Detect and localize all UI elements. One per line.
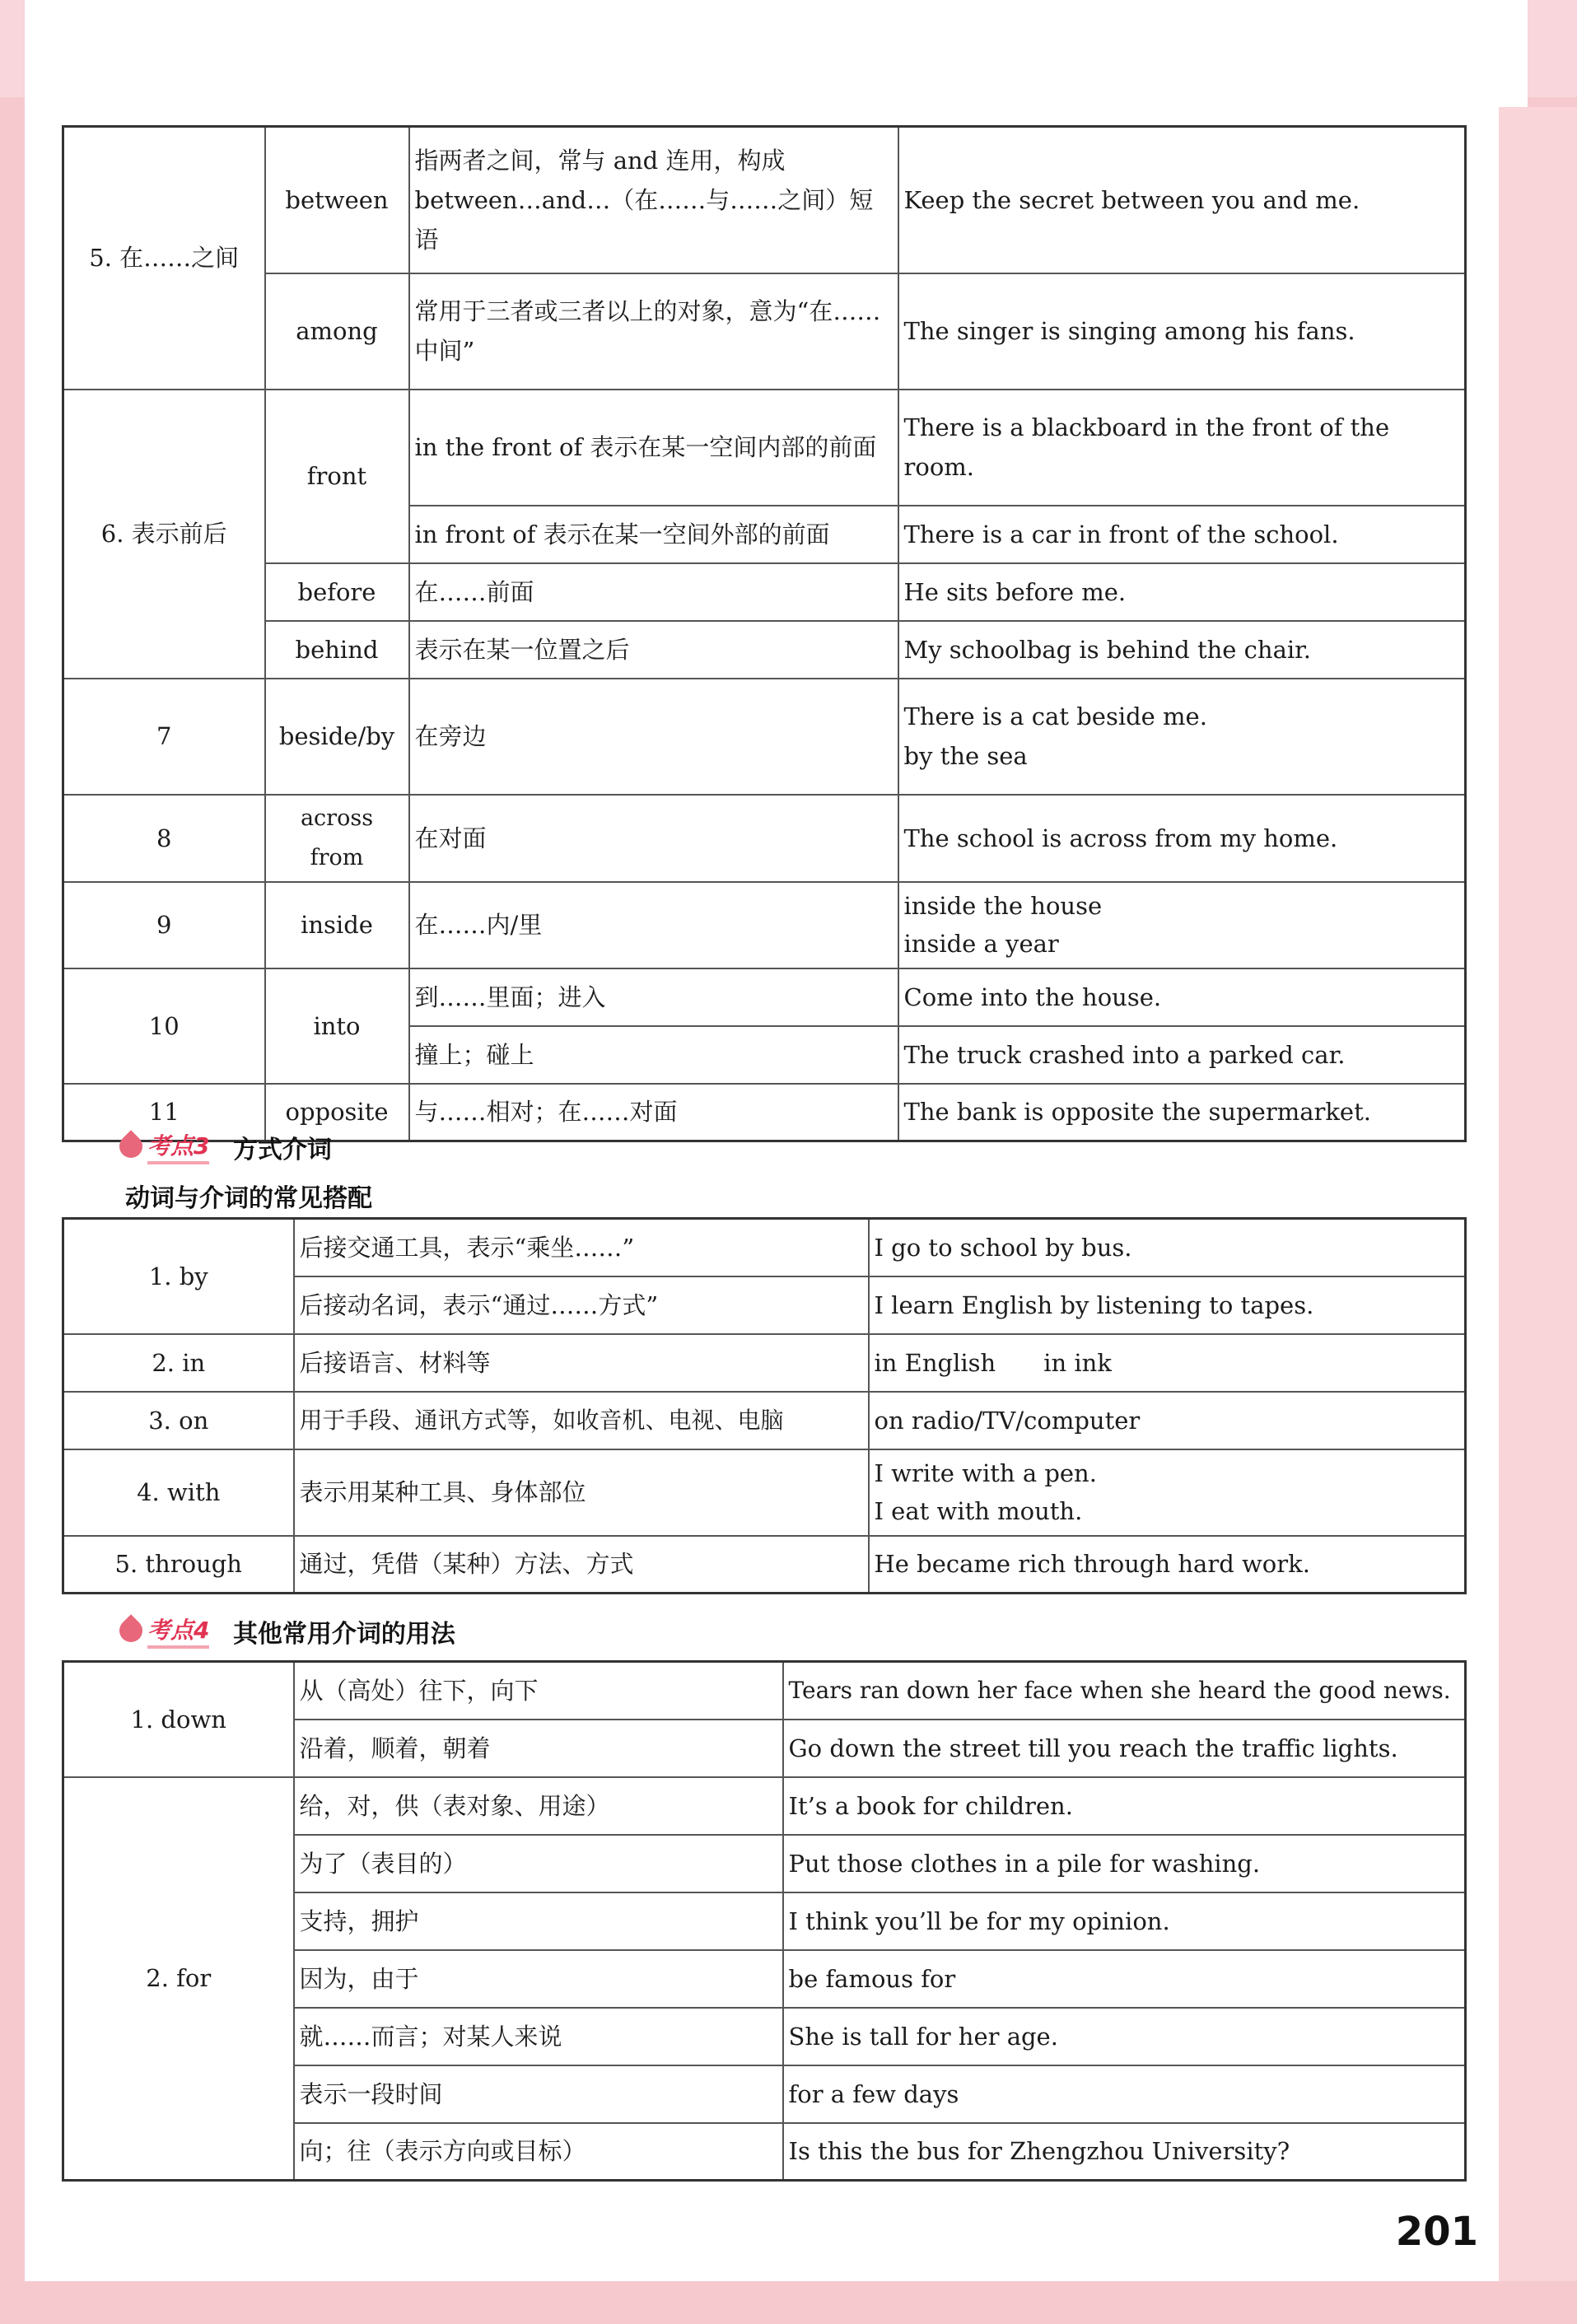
example-cell: be famous for bbox=[783, 1950, 1466, 2008]
preposition-cell: into bbox=[265, 968, 409, 1084]
example-cell: I learn English by listening to tapes. bbox=[869, 1276, 1466, 1334]
kaodian-badge bbox=[119, 1612, 209, 1649]
example-cell: The truck crashed into a parked car. bbox=[898, 1026, 1466, 1084]
usage-cell: 后接动名词，表示“通过……方式” bbox=[294, 1276, 869, 1334]
preposition-cell: among bbox=[265, 273, 409, 390]
preposition-cell: beside/by bbox=[265, 679, 409, 795]
category-cell: 9 bbox=[63, 882, 265, 968]
table-row bbox=[63, 679, 1466, 795]
usage-cell: 支持，拥护 bbox=[294, 1892, 783, 1950]
example-cell: Go down the street till you reach the traffic lights. bbox=[783, 1720, 1466, 1777]
meaning-cell: 常用于三者或三者以上的对象，意为“在……中间” bbox=[409, 273, 898, 390]
right-margin-band bbox=[1499, 107, 1577, 2281]
table-row bbox=[63, 1777, 1466, 1835]
example-cell: The singer is singing among his fans. bbox=[898, 273, 1466, 390]
preposition-cell: 5. through bbox=[63, 1536, 294, 1594]
kaodian-badge bbox=[119, 1128, 209, 1164]
example-line: inside the house bbox=[903, 892, 1103, 920]
usage-cell: 表示用某种工具、身体部位 bbox=[294, 1449, 869, 1536]
section-title: 其他常用介词的用法 bbox=[232, 1620, 455, 1649]
example-cell: There is a car in front of the school. bbox=[898, 506, 1466, 563]
other-prepositions-table bbox=[62, 1660, 1467, 2182]
kaodian-label: 考点4 bbox=[147, 1612, 209, 1649]
usage-cell: 给，对，供（表对象、用途） bbox=[294, 1777, 783, 1835]
table-row bbox=[63, 1392, 1466, 1449]
meaning-cell: 在……内/里 bbox=[409, 882, 898, 968]
example-cell: on radio/TV/computer bbox=[869, 1392, 1466, 1449]
meaning-cell: in the front of 表示在某一空间内部的前面 bbox=[409, 390, 898, 506]
category-cell: 7 bbox=[63, 679, 265, 795]
usage-cell: 用于手段、通讯方式等，如收音机、电视、电脑 bbox=[294, 1392, 869, 1449]
example-cell: Come into the house. bbox=[898, 968, 1466, 1026]
table-row bbox=[63, 795, 1466, 882]
example-cell: for a few days bbox=[783, 2065, 1466, 2123]
example-cell: in English in ink bbox=[869, 1334, 1466, 1392]
usage-cell: 为了（表目的） bbox=[294, 1835, 783, 1892]
preposition-cell: 1. down bbox=[63, 1662, 294, 1777]
drop-icon bbox=[114, 1130, 147, 1163]
example-cell: My schoolbag is behind the chair. bbox=[898, 621, 1466, 679]
example-cell: It’s a book for children. bbox=[783, 1777, 1466, 1835]
example-cell: The school is across from my home. bbox=[898, 795, 1466, 882]
table-row bbox=[63, 390, 1466, 506]
section-title: 方式介词 bbox=[232, 1136, 332, 1164]
meaning-cell: 与……相对；在……对面 bbox=[409, 1084, 898, 1141]
meaning-cell: 在对面 bbox=[409, 795, 898, 882]
preposition-cell: 2. in bbox=[63, 1334, 294, 1392]
preposition-cell: across from bbox=[265, 795, 409, 882]
page-number: 201 bbox=[1395, 2209, 1478, 2255]
preposition-cell: 1. by bbox=[63, 1219, 294, 1334]
table-row bbox=[63, 1219, 1466, 1276]
preposition-cell: behind bbox=[265, 621, 409, 679]
position-prepositions-table bbox=[62, 125, 1467, 1142]
example-cell: The bank is opposite the supermarket. bbox=[898, 1084, 1466, 1141]
example-cell: He sits before me. bbox=[898, 563, 1466, 621]
meaning-cell: 在旁边 bbox=[409, 679, 898, 795]
table-row bbox=[63, 1334, 1466, 1392]
usage-cell: 通过，凭借（某种）方法、方式 bbox=[294, 1536, 869, 1594]
example-cell: I think you’ll be for my opinion. bbox=[783, 1892, 1466, 1950]
table-row bbox=[63, 1662, 1466, 1720]
category-cell: 6. 表示前后 bbox=[63, 390, 265, 679]
example-cell bbox=[898, 679, 1466, 795]
table-row bbox=[63, 1536, 1466, 1594]
example-cell: Keep the secret between you and me. bbox=[898, 127, 1466, 273]
preposition-cell: 3. on bbox=[63, 1392, 294, 1449]
example-cell bbox=[869, 1449, 1466, 1536]
example-line: I eat with mouth. bbox=[874, 1497, 1083, 1525]
meaning-cell: in front of 表示在某一空间外部的前面 bbox=[409, 506, 898, 563]
table-row bbox=[63, 127, 1466, 273]
usage-cell: 从（高处）往下，向下 bbox=[294, 1662, 783, 1720]
preposition-cell: inside bbox=[265, 882, 409, 968]
table-row bbox=[63, 968, 1466, 1026]
table-row bbox=[63, 273, 1466, 390]
preposition-cell: between bbox=[265, 127, 409, 273]
preposition-cell: opposite bbox=[265, 1084, 409, 1141]
example-line: I write with a pen. bbox=[874, 1459, 1097, 1487]
usage-cell: 因为，由于 bbox=[294, 1950, 783, 2008]
example-cell: Is this the bus for Zhengzhou University? bbox=[783, 2123, 1466, 2181]
category-cell: 11 bbox=[63, 1084, 265, 1141]
meaning-cell: 到……里面；进入 bbox=[409, 968, 898, 1026]
usage-cell: 表示一段时间 bbox=[294, 2065, 783, 2123]
table-row bbox=[63, 563, 1466, 621]
example-cell: She is tall for her age. bbox=[783, 2008, 1466, 2065]
preposition-cell: 4. with bbox=[63, 1449, 294, 1536]
meaning-cell: 表示在某一位置之后 bbox=[409, 621, 898, 679]
example-cell: Put those clothes in a pile for washing. bbox=[783, 1835, 1466, 1892]
usage-cell: 沿着，顺着，朝着 bbox=[294, 1720, 783, 1777]
table-row bbox=[63, 621, 1466, 679]
preposition-cell: front bbox=[265, 390, 409, 563]
meaning-cell: 撞上；碰上 bbox=[409, 1026, 898, 1084]
example-cell bbox=[898, 882, 1466, 968]
meaning-cell: 在……前面 bbox=[409, 563, 898, 621]
example-line: inside a year bbox=[903, 930, 1059, 958]
section-4-heading bbox=[119, 1612, 455, 1650]
category-cell: 5. 在……之间 bbox=[63, 127, 265, 390]
example-line: by the sea bbox=[903, 742, 1028, 770]
example-line: There is a cat beside me. bbox=[903, 702, 1207, 730]
usage-cell: 后接语言、材料等 bbox=[294, 1334, 869, 1392]
usage-cell: 后接交通工具，表示“乘坐……” bbox=[294, 1219, 869, 1276]
preposition-cell: 2. for bbox=[63, 1777, 294, 2181]
example-cell: There is a blackboard in the front of the room. bbox=[898, 390, 1466, 506]
meaning-cell: 指两者之间，常与 and 连用，构成 between…and…（在……与……之间）短语 bbox=[409, 127, 898, 273]
usage-cell: 向；往（表示方向或目标） bbox=[294, 2123, 783, 2181]
table-row bbox=[63, 1449, 1466, 1536]
section-3-heading bbox=[119, 1128, 332, 1165]
table-row bbox=[63, 882, 1466, 968]
example-cell: Tears ran down her face when she heard the good news. bbox=[783, 1662, 1466, 1720]
example-cell: I go to school by bus. bbox=[869, 1219, 1466, 1276]
manner-prepositions-table bbox=[62, 1217, 1467, 1594]
example-cell: He became rich through hard work. bbox=[869, 1536, 1466, 1594]
category-cell: 8 bbox=[63, 795, 265, 882]
usage-cell: 就……而言；对某人来说 bbox=[294, 2008, 783, 2065]
category-cell: 10 bbox=[63, 968, 265, 1084]
drop-icon bbox=[114, 1614, 147, 1647]
kaodian-label: 考点3 bbox=[147, 1128, 209, 1164]
section-3-subtitle: 动词与介词的常见搭配 bbox=[125, 1184, 372, 1213]
preposition-cell: before bbox=[265, 563, 409, 621]
